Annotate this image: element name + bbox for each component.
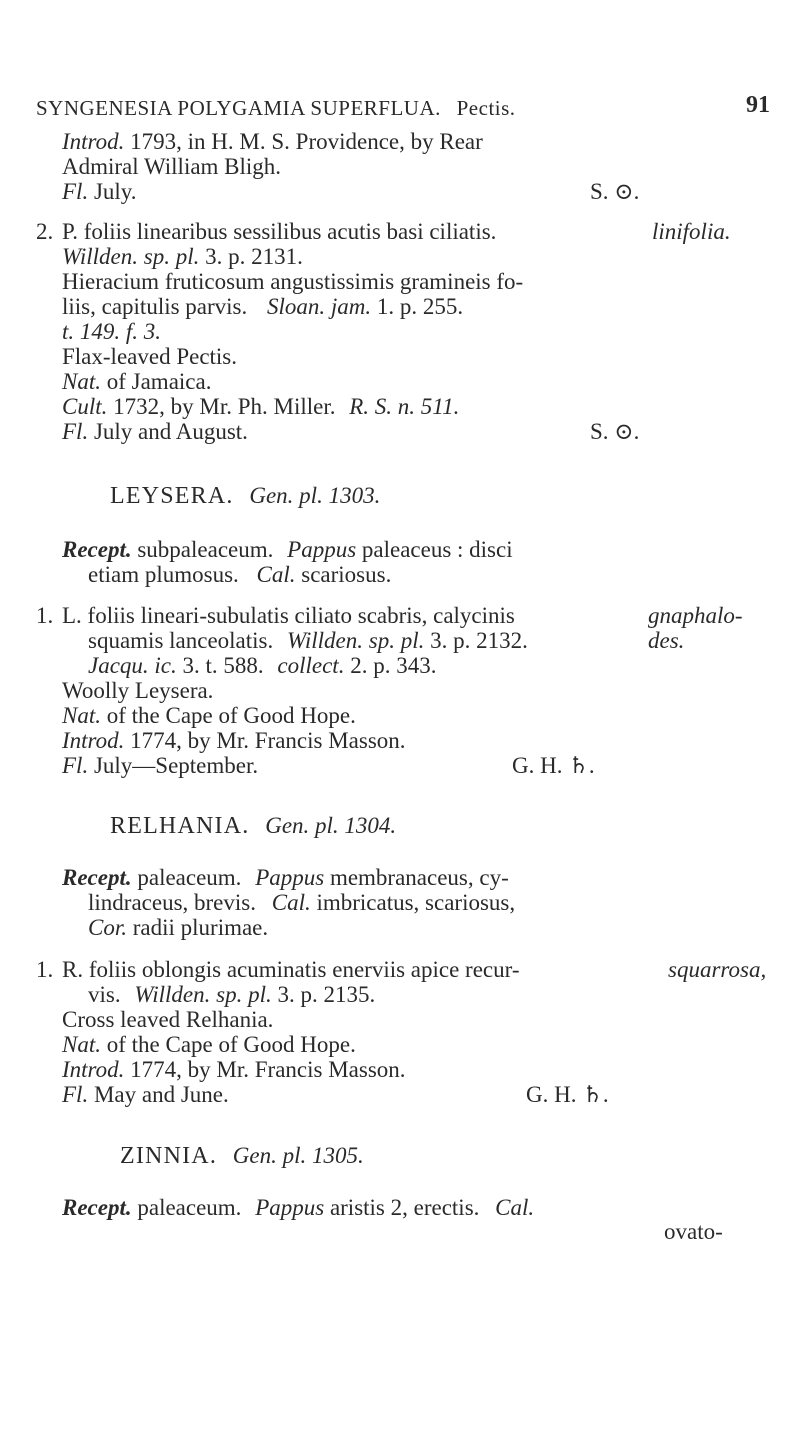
cult-label: Cult. xyxy=(62,394,108,419)
introduction-line xyxy=(62,727,406,755)
reference-locator: 3. p. 2131. xyxy=(205,244,303,269)
pappus-text: paleaceus : disci xyxy=(361,537,513,562)
running-header xyxy=(36,94,516,122)
reference-line xyxy=(88,652,436,680)
habitat-code: G. H. ♄. xyxy=(526,1082,609,1107)
genus-reference: Gen. pl. 1303. xyxy=(249,483,381,508)
native-line xyxy=(62,702,356,730)
pectis-introd-line-2: Admiral William Bligh. xyxy=(62,154,282,179)
pappus-label: Pappus xyxy=(287,537,357,562)
cal-text: imbricatus, scariosus, xyxy=(316,890,516,915)
synonym-locator: 1. p. 255. xyxy=(376,294,464,319)
cal-label: Cal. xyxy=(271,890,311,915)
fl-text: July. xyxy=(93,179,137,204)
introd-text: 1774, by Mr. Francis Masson. xyxy=(130,728,406,753)
flowering-line xyxy=(62,752,258,780)
genus-heading xyxy=(110,482,380,510)
recept-line xyxy=(62,536,513,564)
species-name: squarrosa, xyxy=(668,957,767,982)
fl-label: Fl. xyxy=(62,419,89,444)
recept-label: Recept. xyxy=(62,537,132,562)
recept-line xyxy=(62,1194,534,1222)
reference-locator: 3. p. 2135. xyxy=(277,982,376,1007)
cal-label: Cal. xyxy=(256,562,296,587)
fl-label: Fl. xyxy=(62,753,89,778)
reference-author: Willden. sp. pl. xyxy=(62,244,200,269)
species-diagnosis-2 xyxy=(88,627,528,655)
nat-text: of Jamaica. xyxy=(106,369,212,394)
genus-heading xyxy=(110,812,396,840)
page-number: 91 xyxy=(746,92,770,118)
cult-ref: R. S. n. 511. xyxy=(349,394,460,419)
common-name: Cross leaved Relhania. xyxy=(62,1007,274,1032)
reference-line xyxy=(62,243,303,271)
synonym-line: t. 149. f. 3. xyxy=(62,319,162,344)
genus-reference: Gen. pl. 1304. xyxy=(265,813,397,838)
fl-text: July and August. xyxy=(93,419,248,444)
nat-text: of the Cape of Good Hope. xyxy=(106,1032,356,1057)
genus-name: RELHANIA. xyxy=(110,813,250,839)
pectis-flowering-line xyxy=(62,178,137,206)
habitat-code: S. ⊙. xyxy=(590,179,640,204)
reference-author: Willden. sp. pl. xyxy=(134,982,272,1007)
species-number: 2. xyxy=(36,219,54,244)
cult-text: 1732, by Mr. Ph. Miller. xyxy=(113,394,336,419)
pappus-text: membranaceus, cy- xyxy=(329,865,509,890)
reference-author: Jacqu. ic. xyxy=(88,653,177,678)
nat-label: Nat. xyxy=(62,1032,101,1057)
species-number: 1. xyxy=(36,957,54,982)
introd-label: Introd. xyxy=(62,1057,125,1082)
fl-label: Fl. xyxy=(62,1082,89,1107)
common-name: Woolly Leysera. xyxy=(62,678,214,703)
native-line xyxy=(62,368,211,396)
pappus-line-2 xyxy=(88,561,391,589)
species-name-end: des. xyxy=(648,628,685,653)
diagnosis-text: vis. xyxy=(88,982,121,1007)
cultivation-line xyxy=(62,393,459,421)
recept-label: Recept. xyxy=(62,865,132,890)
catchword: ovato- xyxy=(664,1219,723,1244)
pappus-text: aristis 2, erectis. xyxy=(329,1195,480,1220)
cal-text: scariosus. xyxy=(301,562,392,587)
synonym-line xyxy=(62,293,463,321)
diagnosis-text: squamis lanceolatis. xyxy=(88,628,274,653)
pappus-line-2 xyxy=(88,889,515,917)
reference-locator: 2. p. 343. xyxy=(350,653,437,678)
species-diagnosis: P. foliis linearibus sessilibus acutis basi ciliatis. xyxy=(62,219,497,244)
reference-locator: 3. p. 2132. xyxy=(430,628,528,653)
habitat-code: G. H. ♄. xyxy=(512,753,595,778)
section-title: Pectis. xyxy=(456,96,516,120)
common-name: Flax-leaved Pectis. xyxy=(62,344,238,369)
genus-reference: Gen. pl. 1305. xyxy=(232,1143,364,1168)
native-line xyxy=(62,1031,356,1059)
reference-work: collect. xyxy=(277,653,345,678)
reference-locator: 3. t. 588. xyxy=(182,653,264,678)
synonym-author: Sloan. jam. xyxy=(267,294,372,319)
nat-label: Nat. xyxy=(62,703,101,728)
recept-line xyxy=(62,864,509,892)
fl-label: Fl. xyxy=(62,179,89,204)
nat-label: Nat. xyxy=(62,369,101,394)
introd-text: 1793, in H. M. S. Providence, by Rear xyxy=(130,129,483,154)
cor-text: radii plurimae. xyxy=(132,915,269,940)
synonym-text: liis, capitulis parvis. xyxy=(62,294,248,319)
introduction-line xyxy=(62,1056,406,1084)
flowering-line xyxy=(62,418,248,446)
recept-label: Recept. xyxy=(62,1195,132,1220)
flowering-line xyxy=(62,1081,229,1109)
fl-text: July—September. xyxy=(93,753,259,778)
reference-author: Willden. sp. pl. xyxy=(287,628,425,653)
pectis-introd-line xyxy=(62,128,483,156)
synonym-line: Hieracium fruticosum angustissimis gramineis fo- xyxy=(62,269,524,294)
nat-text: of the Cape of Good Hope. xyxy=(106,703,356,728)
pappus-text-2: lindraceus, brevis. xyxy=(88,890,256,915)
recept-text: paleaceum. xyxy=(137,1195,242,1220)
introd-label: Introd. xyxy=(62,728,125,753)
genus-name: ZINNIA. xyxy=(120,1143,218,1169)
genus-heading xyxy=(120,1142,364,1170)
fl-text: May and June. xyxy=(93,1082,229,1107)
cal-label: Cal. xyxy=(495,1195,535,1220)
cor-label: Cor. xyxy=(88,915,127,940)
species-diagnosis: L. foliis lineari-subulatis ciliato scabris, calycinis xyxy=(62,603,515,628)
species-number: 1. xyxy=(36,603,54,628)
pappus-label: Pappus xyxy=(255,865,325,890)
pappus-text-2: etiam plumosus. xyxy=(88,562,239,587)
species-diagnosis-2 xyxy=(88,981,375,1009)
habitat-code: S. ⊙. xyxy=(590,419,640,444)
recept-text: paleaceum. xyxy=(137,865,242,890)
species-diagnosis: R. foliis oblongis acuminatis enerviis apice recur- xyxy=(62,957,520,982)
genus-name: LEYSERA. xyxy=(110,483,234,509)
corolla-line xyxy=(88,914,268,942)
pappus-label: Pappus xyxy=(255,1195,325,1220)
introd-text: 1774, by Mr. Francis Masson. xyxy=(130,1057,406,1082)
species-name: gnaphalo- xyxy=(648,603,743,628)
species-name: linifolia. xyxy=(652,219,731,244)
introd-label: Introd. xyxy=(62,129,125,154)
recept-text: subpaleaceum. xyxy=(137,537,274,562)
running-title: SYNGENESIA POLYGAMIA SUPERFLUA. xyxy=(36,96,441,120)
